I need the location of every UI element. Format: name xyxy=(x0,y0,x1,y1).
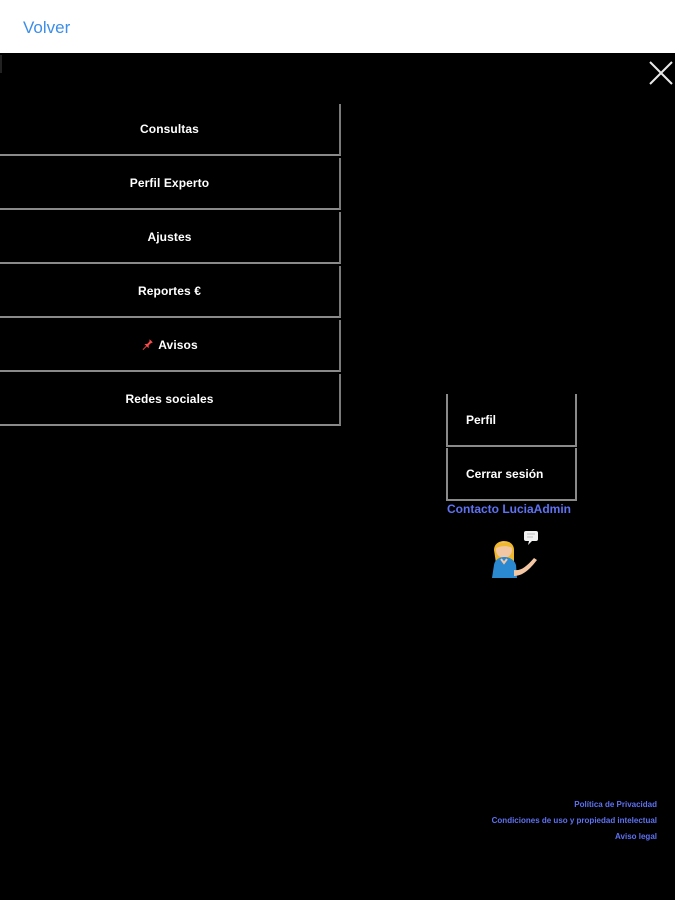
menu-item-ajustes[interactable] xyxy=(0,212,341,264)
account-menu xyxy=(446,394,579,502)
support-agent-icon[interactable] xyxy=(486,528,542,580)
logout-button[interactable] xyxy=(446,448,577,501)
footer-legal-links xyxy=(397,797,657,845)
terms-of-use-link[interactable]: Condiciones de uso y propiedad intelectual xyxy=(491,816,657,825)
menu-item-label: Ajustes xyxy=(147,230,192,244)
menu-item-label: Perfil Experto xyxy=(129,176,210,190)
close-icon[interactable] xyxy=(646,58,675,88)
menu-item-perfil-experto[interactable] xyxy=(0,158,341,210)
account-item-label: Perfil xyxy=(466,412,497,427)
menu-item-avisos[interactable] xyxy=(0,320,341,372)
account-item-label: Cerrar sesión xyxy=(466,466,544,481)
menu-item-reportes[interactable] xyxy=(0,266,341,318)
menu-item-label: Avisos xyxy=(158,338,198,352)
privacy-policy-link[interactable]: Política de Privacidad xyxy=(574,800,657,809)
contact-admin-link[interactable]: Contacto LuciaAdmin xyxy=(447,502,572,516)
menu-item-label: Redes sociales xyxy=(125,392,214,406)
legal-notice-link[interactable]: Aviso legal xyxy=(615,832,657,841)
top-navigation-bar xyxy=(0,0,675,53)
pin-icon xyxy=(141,338,154,353)
left-edge-divider xyxy=(0,55,2,73)
main-menu xyxy=(0,104,343,426)
back-button[interactable]: Volver xyxy=(23,18,71,37)
menu-item-label: Consultas xyxy=(140,122,199,136)
account-item-perfil[interactable] xyxy=(446,394,577,447)
menu-item-consultas[interactable] xyxy=(0,104,341,156)
menu-item-label: Reportes € xyxy=(137,284,202,298)
menu-item-redes-sociales[interactable] xyxy=(0,374,341,426)
